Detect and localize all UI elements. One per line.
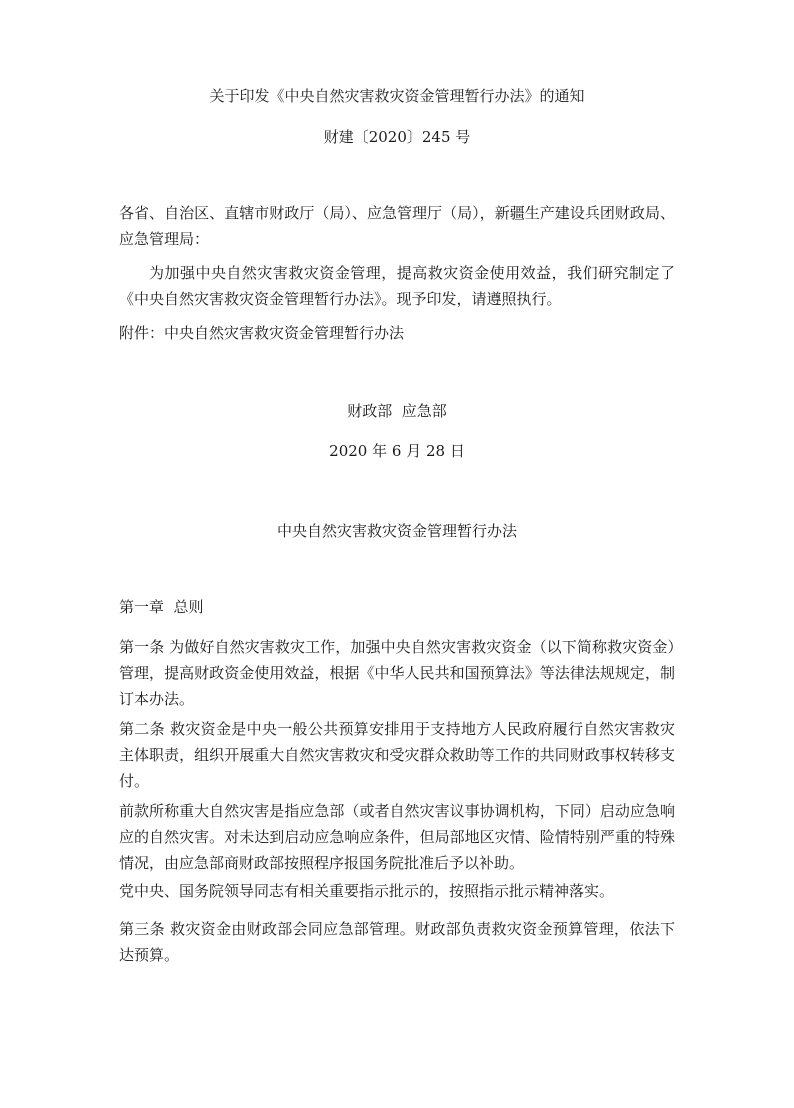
attachment-line: 附件：中央自然灾害救灾资金管理暂行办法: [119, 324, 405, 342]
article-1-paragraph: 第一条 为做好自然灾害救灾工作，加强中央自然灾害救灾资金（以下简称救灾资金）管理，提高财政资金使用效益，根据《中华人民共和国预算法》等法律法规规定，制订本办法。: [119, 638, 675, 708]
document-number: 财建〔2020〕245 号: [323, 128, 471, 146]
article-3-paragraph: 第三条 救灾资金由财政部会同应急部管理。财政部负责救灾资金预算管理，依法下达预算。: [119, 920, 675, 964]
measures-title: 中央自然灾害救灾资金管理暂行办法: [276, 522, 517, 540]
issuer-line: 财政部 应急部: [347, 402, 447, 420]
article-2-paragraph-3: 党中央、国务院领导同志有相关重要指示批示的，按照指示批示精神落实。: [119, 882, 615, 900]
article-2-paragraph-2: 前款所称重大自然灾害是指应急部（或者自然灾害议事协调机构，下同）启动应急响应的自然灾害。对未达到启动应急响应条件，但局部地区灾情、险情特别严重的特殊情况，由应急部商财政部按照程序报国务院批准后予以补助。: [119, 802, 675, 872]
notice-title: 关于印发《中央自然灾害救灾资金管理暂行办法》的通知: [209, 87, 585, 105]
article-2-paragraph: 第二条 救灾资金是中央一般公共预算安排用于支持地方人民政府履行自然灾害救灾主体职责，组织开展重大自然灾害救灾和受灾群众救助等工作的共同财政事权转移支付。: [119, 720, 675, 790]
addressee-paragraph: 各省、自治区、直辖市财政厅（局）、应急管理厅（局），新疆生产建设兵团财政局、应急管理局：: [119, 204, 675, 248]
chapter-heading: 第一章 总则: [119, 598, 204, 616]
issue-date: 2020 年 6 月 28 日: [329, 442, 465, 460]
notice-body-paragraph: 为加强中央自然灾害救灾资金管理，提高救灾资金使用效益，我们研究制定了《中央自然灾害救灾资金管理暂行办法》。现予印发，请遵照执行。: [119, 264, 675, 308]
